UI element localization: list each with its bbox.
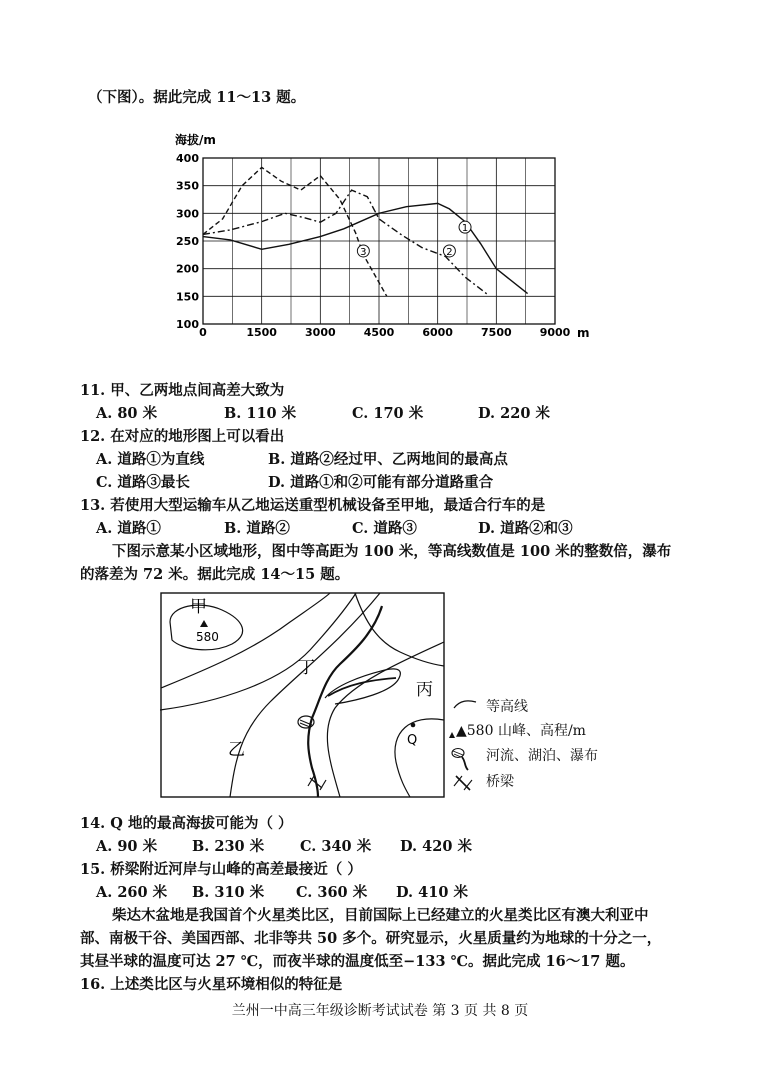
q12-option-c[interactable]: C. 道路③最长: [96, 474, 190, 491]
y-tick-label: 250: [176, 235, 199, 248]
chart-ylabel: 海拔/m: [175, 133, 216, 147]
y-tick-label: 100: [176, 318, 199, 331]
q14-option-c[interactable]: C. 340 米: [300, 838, 372, 855]
q13-stem: 13. 若使用大型运输车从乙地运送重型机械设备至甲地，最适合行车的是: [80, 497, 546, 514]
x-tick-label: 7500: [481, 326, 512, 339]
series-line-2: [203, 190, 489, 295]
bridge-legend-icon: [454, 776, 472, 790]
x-tick-label: 3000: [305, 326, 336, 339]
q-point: [411, 723, 416, 728]
q15-option-d[interactable]: D. 410 米: [396, 884, 468, 901]
series-label-2: 2: [446, 246, 453, 258]
label-peak-elevation: 580: [196, 630, 219, 644]
legend-peak-label: ▲580 山峰、高程/m: [456, 723, 586, 739]
q13-option-c[interactable]: C. 道路③: [352, 520, 417, 537]
y-tick-label: 300: [176, 207, 199, 221]
passage2-line2: 的落差为 72 米。据此完成 14～15 题。: [80, 566, 350, 583]
q12-option-d[interactable]: D. 道路①和②可能有部分道路重合: [268, 474, 494, 491]
q11-option-d[interactable]: D. 220 米: [478, 405, 550, 422]
passage3-line2: 部、南极干谷、美国西部、北非等共 50 多个。研究显示，火星质量约为地球的十分之一，: [80, 930, 662, 947]
river: [308, 606, 382, 797]
x-tick-label: 1500: [246, 326, 277, 339]
passage3-line3: 其昼半球的温度可达 27 ℃，而夜半球的温度低至−133 ℃。据此完成 16～17 题。: [80, 953, 635, 970]
elevation-profile-chart: [165, 128, 595, 343]
q11-option-c[interactable]: C. 170 米: [352, 405, 424, 422]
river-lake-waterfall-icon: [452, 749, 468, 771]
q15-option-b[interactable]: B. 310 米: [192, 884, 265, 901]
q14-option-a[interactable]: A. 90 米: [96, 838, 158, 855]
contour-line: [230, 593, 380, 797]
map-legend-icons: [448, 690, 488, 800]
series-label-1: 1: [461, 223, 469, 235]
page-footer: 兰州一中高三年级诊断考试试卷 第 3 页 共 8 页: [231, 1003, 529, 1019]
q12-option-b[interactable]: B. 道路②经过甲、乙两地间的最高点: [268, 451, 508, 468]
label-bing: 丙: [416, 680, 433, 700]
q15-option-a[interactable]: A. 260 米: [96, 884, 168, 901]
intro-line: （下图）。据此完成 11～13 题。: [88, 89, 306, 106]
label-ding: 丁: [298, 658, 315, 678]
q14-option-b[interactable]: B. 230 米: [192, 838, 265, 855]
x-tick-label: 6000: [422, 326, 453, 339]
q14-stem: 14. Q 地的最高海拔可能为（ ）: [80, 815, 293, 832]
y-tick-label: 200: [176, 262, 199, 276]
peak-legend-icon: [449, 732, 455, 738]
peak-icon: [200, 620, 208, 627]
q11-stem: 11. 甲、乙两地点间高差大致为: [80, 382, 285, 399]
series-line-3: [203, 167, 387, 296]
passage3-line1: 柴达木盆地是我国首个火星类比区，目前国际上已经建立的火星类比区有澳大利亚中: [112, 907, 649, 924]
q11-option-b[interactable]: B. 110 米: [224, 405, 297, 422]
q13-option-a[interactable]: A. 道路①: [96, 520, 161, 537]
y-tick-label: 150: [176, 290, 199, 304]
q16-stem: 16. 上述类比区与火星环境相似的特征是: [80, 976, 343, 993]
q15-stem: 15. 桥梁附近河岸与山峰的高差最接近（ ）: [80, 861, 362, 878]
series-label-3: 3: [360, 246, 367, 258]
legend-contour-label: 等高线: [486, 699, 528, 715]
topographic-map: [160, 592, 445, 798]
label-q: Q: [407, 733, 418, 748]
x-tick-label: 0: [199, 326, 207, 339]
q13-option-b[interactable]: B. 道路②: [224, 520, 290, 537]
legend-river-label: 河流、湖泊、瀑布: [486, 748, 598, 764]
contour-line: [325, 669, 400, 704]
chart-xlabel: m: [577, 326, 590, 340]
contour-line: [395, 719, 444, 797]
q11-option-a[interactable]: A. 80 米: [96, 405, 158, 422]
y-tick-label: 350: [176, 179, 199, 193]
passage2-line1: 下图示意某小区域地形，图中等高距为 100 米，等高线数值是 100 米的整数倍，瀑布: [112, 543, 672, 560]
q12-option-a[interactable]: A. 道路①为直线: [96, 451, 205, 468]
q12-stem: 12. 在对应的地形图上可以看出: [80, 428, 285, 445]
q13-option-d[interactable]: D. 道路②和③: [478, 520, 573, 537]
label-jia: 甲: [190, 597, 207, 617]
legend-bridge-label: 桥梁: [486, 774, 514, 790]
x-tick-label: 9000: [539, 326, 571, 339]
x-tick-label: 4500: [363, 326, 395, 339]
y-tick-label: 400: [176, 152, 199, 165]
contour-line-icon: [454, 701, 476, 708]
label-yi: 乙: [228, 740, 245, 760]
contour-line: [355, 593, 444, 666]
q15-option-c[interactable]: C. 360 米: [296, 884, 368, 901]
q14-option-d[interactable]: D. 420 米: [400, 838, 472, 855]
